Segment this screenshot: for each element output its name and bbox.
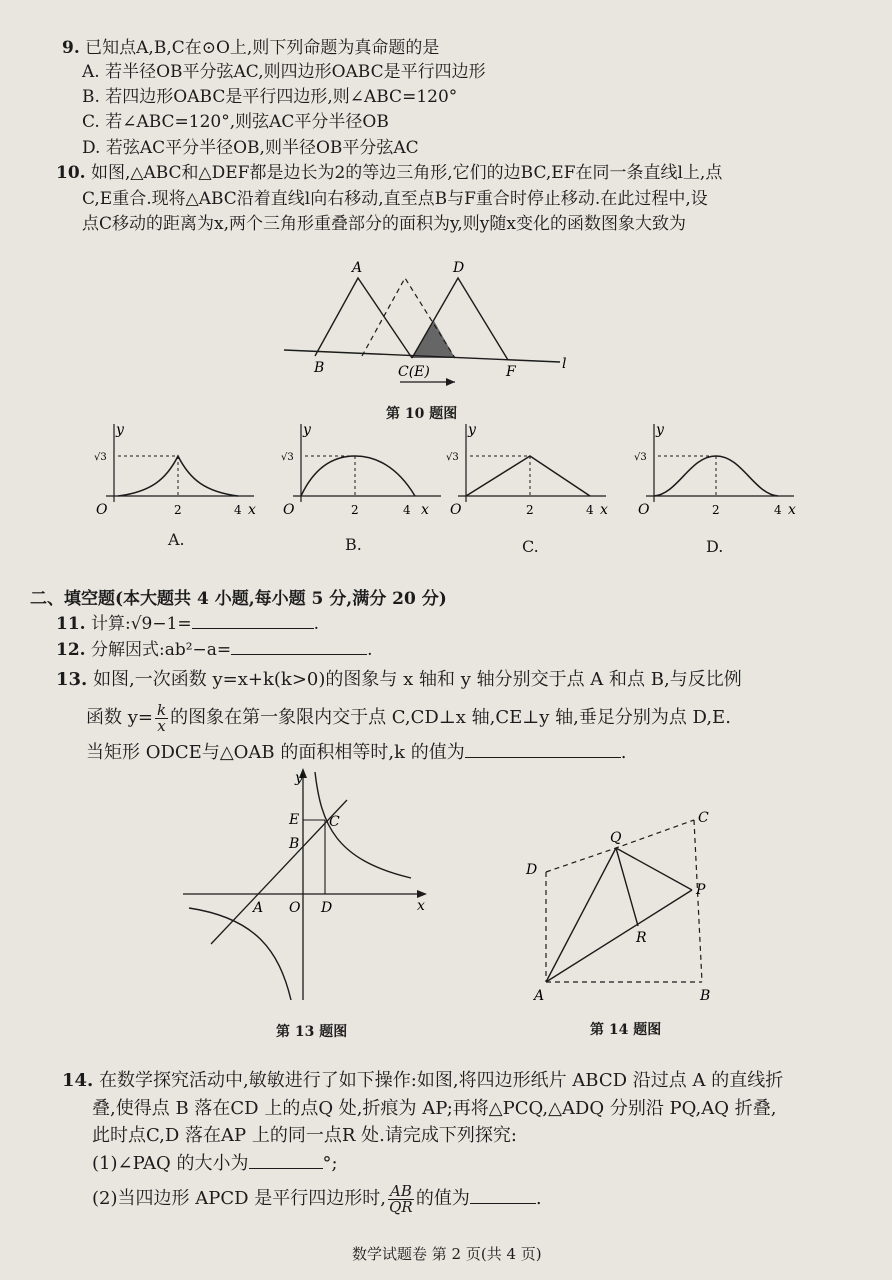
- q13-line2: [86, 700, 731, 736]
- page-footer: 数学试题卷 第 2 页(共 4 页): [352, 1245, 542, 1263]
- svg-text:4: 4: [774, 503, 782, 517]
- svg-text:y: y: [295, 770, 303, 786]
- q14-part1-blank[interactable]: [249, 1168, 323, 1169]
- hyperbola-q3: [189, 908, 291, 1000]
- q13-line1: [56, 670, 742, 690]
- label-a: A: [352, 260, 363, 276]
- svg-text:C: C: [329, 814, 340, 830]
- label-ce: C(E): [398, 364, 430, 380]
- svg-text:A: A: [534, 988, 545, 1004]
- svg-text:√3: √3: [446, 452, 459, 463]
- svg-text:D: D: [321, 900, 333, 916]
- q9-text: 已知点A,B,C在⊙O上,则下列命题为真命题的是: [85, 38, 440, 58]
- figure-14-quadrilateral: [520, 808, 730, 1008]
- q13-text-1: 如图,一次函数 y=x+k(k>0)的图象与 x 轴和 y 轴分别交于点 A 和点 B,与反比例: [93, 669, 742, 690]
- svg-text:√3: √3: [634, 452, 647, 463]
- q14-number: 14.: [62, 1070, 94, 1091]
- q14-part2: (2)当四边形 APCD 是平行四边形时, $\frac{AB}{QR}$ 的值为 .: [92, 1181, 542, 1216]
- svg-text:O: O: [450, 502, 462, 518]
- q12-text: 分解因式:ab²−a=: [90, 640, 232, 660]
- figure-10-caption: 第 10 题图: [386, 406, 458, 422]
- curve: [466, 456, 590, 496]
- q9-option-c: C. 若∠ABC=120°,则弦AC平分半径OB: [82, 112, 389, 132]
- q11: 11. 计算:√9−1= .: [56, 614, 320, 634]
- option-d-label: D.: [706, 537, 724, 556]
- section-2-title: 二、填空题(本大题共 4 小题,每小题 5 分,满分 20 分): [30, 589, 447, 609]
- svg-text:y: y: [116, 422, 124, 438]
- overlap-shaded-region: [412, 321, 455, 358]
- graph-option-c: [440, 420, 616, 522]
- svg-text:C: C: [698, 810, 709, 826]
- q9-option-b: B. 若四边形OABC是平行四边形,则∠ABC=120°: [82, 87, 458, 107]
- label-f: F: [506, 364, 516, 380]
- svg-text:A: A: [253, 900, 264, 916]
- q14-text-1: 在数学探究活动中,敏敏进行了如下操作:如图,将四边形纸片 ABCD 沿过点 A 的直线折: [99, 1070, 784, 1091]
- figure-13-caption: 第 13 题图: [276, 1024, 348, 1040]
- q13-line3: 当矩形 ODCE与△OAB 的面积相等时,k 的值为 .: [86, 742, 627, 763]
- q9-option-d: D. 若弦AC平分半径OB,则半径OB平分弦AC: [82, 138, 419, 158]
- q10-line3: 点C移动的距离为x,两个三角形重叠部分的面积为y,则y随x变化的函数图象大致为: [82, 214, 686, 234]
- graph-option-a: [88, 420, 264, 522]
- svg-text:D: D: [526, 862, 538, 878]
- figure-14-caption: 第 14 题图: [590, 1022, 662, 1038]
- q14-line1: [62, 1071, 783, 1091]
- q14-part1-text: (1)∠PAQ 的大小为: [92, 1153, 249, 1174]
- curve: [301, 456, 415, 496]
- q10-text-1: 如图,△ABC和△DEF都是边长为2的等边三角形,它们的边BC,EF在同一条直线l上,点: [90, 163, 723, 183]
- q14-fraction: $\frac{AB}{QR}$: [389, 1181, 413, 1216]
- q14-part1: (1)∠PAQ 的大小为 °;: [92, 1153, 338, 1174]
- svg-text:y: y: [468, 422, 476, 438]
- svg-text:4: 4: [586, 503, 594, 517]
- q14-part2-text: (2)当四边形 APCD 是平行四边形时,: [92, 1188, 386, 1209]
- graph-option-d: [628, 420, 804, 522]
- figure-13-graph: [175, 764, 435, 1009]
- q12-answer-blank[interactable]: [231, 654, 367, 655]
- svg-text:O: O: [283, 502, 295, 518]
- q13-text-2a: 函数 y=: [86, 707, 153, 728]
- svg-text:B: B: [289, 836, 300, 852]
- q13-text-2b: 的图象在第一象限内交于点 C,CD⊥x 轴,CE⊥y 轴,垂足分别为点 D,E.: [170, 707, 731, 728]
- svg-text:O: O: [638, 502, 650, 518]
- q9-option-a: A. 若半径OB平分弦AC,则四边形OABC是平行四边形: [82, 62, 486, 82]
- option-a-label: A.: [168, 530, 185, 549]
- svg-text:2: 2: [351, 503, 359, 517]
- svg-text:x: x: [788, 502, 796, 518]
- q13-answer-blank[interactable]: [465, 757, 621, 758]
- svg-text:O: O: [96, 502, 108, 518]
- triangle-abc: [315, 278, 412, 358]
- q12-number: 12.: [56, 640, 86, 660]
- q10-number: 10.: [56, 163, 86, 183]
- q10-line2: C,E重合.现将△ABC沿着直线l向右移动,直至点B与F重合时停止移动.在此过程中,设: [82, 189, 708, 209]
- q10-line1: [56, 163, 722, 183]
- svg-text:2: 2: [174, 503, 182, 517]
- svg-text:4: 4: [403, 503, 411, 517]
- q14-line2: 叠,使得点 B 落在CD 上的点Q 处,折痕为 AP;再将△PCQ,△ADQ 分别沿 PQ,AQ 折叠,: [92, 1098, 777, 1119]
- svg-text:y: y: [656, 422, 664, 438]
- svg-text:x: x: [421, 502, 429, 518]
- q13-fraction: $\frac{k}{x}$: [156, 700, 167, 735]
- svg-text:x: x: [600, 502, 608, 518]
- figure-10-triangles: [270, 258, 580, 398]
- svg-text:y: y: [303, 422, 311, 438]
- q13-number: 13.: [56, 669, 88, 690]
- q11-number: 11.: [56, 614, 86, 634]
- label-l: l: [562, 356, 567, 372]
- svg-text:R: R: [636, 930, 647, 946]
- label-b: B: [314, 360, 325, 376]
- q9-stem: [62, 38, 439, 58]
- svg-text:2: 2: [526, 503, 534, 517]
- q9-number: 9.: [62, 38, 80, 58]
- svg-text:x: x: [248, 502, 256, 518]
- q12: 12. 分解因式:ab²−a= .: [56, 640, 373, 660]
- svg-text:4: 4: [234, 503, 242, 517]
- option-c-label: C.: [522, 537, 539, 556]
- svg-text:O: O: [289, 900, 301, 916]
- arrow-head-icon: [446, 378, 455, 386]
- option-b-label: B.: [345, 535, 362, 554]
- svg-text:Q: Q: [610, 830, 622, 846]
- q11-answer-blank[interactable]: [192, 628, 314, 629]
- svg-text:P: P: [696, 882, 706, 898]
- q14-line3: 此时点C,D 落在AP 上的同一点R 处.请完成下列探究:: [92, 1125, 517, 1146]
- svg-text:√3: √3: [281, 452, 294, 463]
- label-d: D: [453, 260, 465, 276]
- svg-text:√3: √3: [94, 452, 107, 463]
- svg-text:B: B: [700, 988, 711, 1004]
- svg-text:x: x: [417, 898, 425, 914]
- q14-part2-blank[interactable]: [470, 1203, 536, 1204]
- q11-text: 计算:√9−1=: [90, 614, 192, 634]
- q13-text-3: 当矩形 ODCE与△OAB 的面积相等时,k 的值为: [86, 742, 465, 763]
- svg-text:E: E: [289, 812, 300, 828]
- graph-option-b: [275, 420, 451, 522]
- svg-text:2: 2: [712, 503, 720, 517]
